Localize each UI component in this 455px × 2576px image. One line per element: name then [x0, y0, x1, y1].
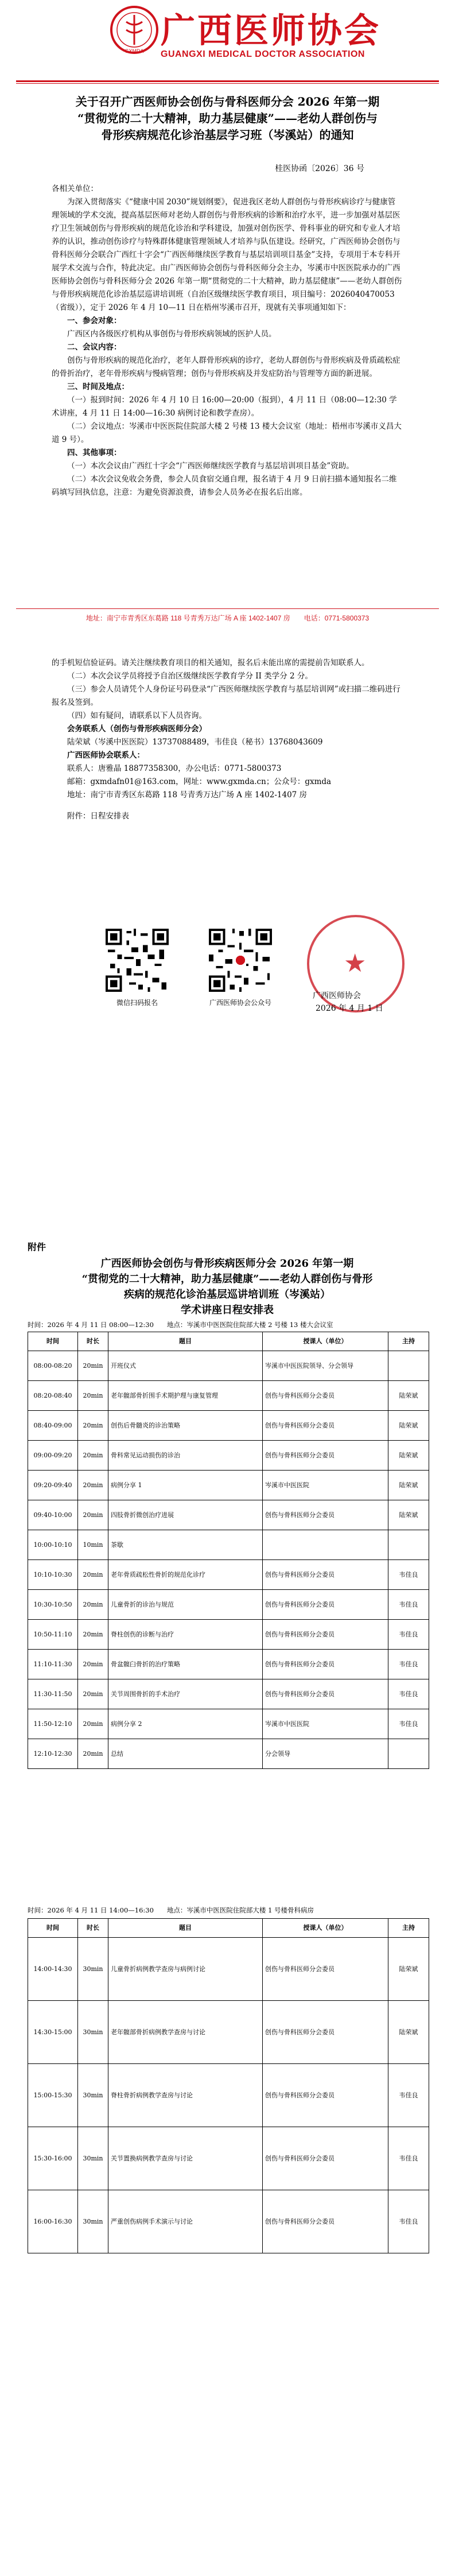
table-cell: 脊柱创伤的诊断与治疗: [108, 1620, 263, 1650]
table-cell: 20min: [78, 1650, 108, 1679]
qr-caption: 微信扫码报名: [116, 999, 158, 1007]
table-cell: 20min: [78, 1441, 108, 1471]
contact-line: 地址：南宁市青秀区东葛路 118 号青秀万达广场 A 座 1402-1407 房: [67, 790, 308, 800]
notice-body: [52, 183, 403, 499]
table-row: [28, 1530, 429, 1560]
table-cell: 韦佳良: [388, 2064, 429, 2127]
footer-rule: [16, 608, 439, 609]
table-cell: [388, 1739, 429, 1769]
table-cell: [263, 1530, 388, 1560]
header-rule-thin: [16, 83, 439, 84]
page-4: [0, 1888, 455, 2576]
column-header: 主持: [388, 1919, 429, 1938]
table-cell: 09:00-09:20: [28, 1441, 78, 1471]
contact-line: 邮箱：gxmdafn01@163.com，网址：www.gxmda.cn；公众号：gxmda: [67, 777, 332, 786]
letterhead: [0, 5, 455, 79]
table-row: [28, 1471, 429, 1500]
table-cell: 岑溪市中医医院: [263, 1471, 388, 1500]
table-cell: 儿童骨折病例教学查房与病例讨论: [108, 1938, 263, 2001]
table-cell: 陆荣斌: [388, 1471, 429, 1500]
table-cell: 20min: [78, 1500, 108, 1530]
table-row: [28, 2064, 429, 2127]
title-line-2: “贯彻党的二十大精神，助力基层健康”——老幼人群创伤与: [77, 111, 378, 125]
section-item: （一）报到时间：2026 年 4 月 10 日 16:00—20:00（报到），4 月 11 日（08:00—12:30 学术讲座，4 月 11 日 14:00—16:30 病例讨论和教学查房）。: [52, 395, 397, 418]
column-header: 题目: [108, 1919, 263, 1938]
attachment-title: 广西医师协会创伤与骨形疾病医师分会 2026 年第一期 “贯彻党的二十大精神，助力基层健康”——老幼人群创伤与骨形 疾病的规范化诊治基层巡讲培训班（岑溪站） 学术讲座日程安排表: [81, 1258, 373, 1316]
table-cell: 病例分享 2: [108, 1709, 263, 1739]
page-2-body: [52, 657, 403, 823]
table-cell: 20min: [78, 1411, 108, 1441]
table-cell: 创伤与骨科医师分会委员: [263, 1441, 388, 1471]
table-cell: 10:50-11:10: [28, 1620, 78, 1650]
table-cell: 20min: [78, 1590, 108, 1620]
page-1: [0, 0, 455, 631]
table-cell: 骨科常见运动损伤的诊治: [108, 1441, 263, 1471]
table-row: [28, 1938, 429, 2001]
table-cell: 茶歇: [108, 1530, 263, 1560]
column-header: 时间: [28, 1332, 78, 1351]
table-cell: 陆荣斌: [388, 2001, 429, 2064]
table-cell: 10min: [78, 1530, 108, 1560]
footer-address: 地址：南宁市青秀区东葛路 118 号青秀万达广场 A 座 1402-1407 房 电话：0771-5800373: [85, 614, 370, 622]
table-cell: 创伤与骨科医师分会委员: [263, 1500, 388, 1530]
table-cell: 韦佳良: [388, 1620, 429, 1650]
column-header: 授课人（单位）: [263, 1919, 388, 1938]
page-2: [0, 645, 455, 1208]
section-item: （二）本次会议免收会务费，参会人员食宿交通自理，报名请于 4 月 9 日前扫描本通知报名二维码填写回执信息，注意：为避免资源浪费，请参会人员务必在报名后出席。: [52, 475, 397, 497]
table-cell: 11:10-11:30: [28, 1650, 78, 1679]
table-cell: 20min: [78, 1739, 108, 1769]
table-cell: 16:00-16:30: [28, 2190, 78, 2253]
contacts-heading: 广西医师协会联系人：: [67, 751, 145, 760]
table-cell: 10:10-10:30: [28, 1560, 78, 1590]
section-heading: 四、其他事项：: [67, 448, 122, 457]
table-row: [28, 1411, 429, 1441]
morning-caption: 时间：2026 年 4 月 11 日 08:00—12:30 地点：岑溪市中医医院住院部大楼 2 号楼 13 楼大会议室: [28, 1321, 333, 1329]
table-cell: 20min: [78, 1351, 108, 1381]
column-header: 时长: [78, 1919, 108, 1938]
page-3: [0, 1228, 455, 1865]
table-cell: 创伤后骨髓炎的诊治策略: [108, 1411, 263, 1441]
table-cell: 老年髋部骨折围手术期护理与康复管理: [108, 1381, 263, 1411]
association-logo-icon: [109, 5, 160, 55]
table-cell: 创伤与骨科医师分会委员: [263, 1560, 388, 1590]
table-cell: 创伤与骨科医师分会委员: [263, 2127, 388, 2190]
table-row: [28, 1351, 429, 1381]
attachment-label: 附件: [28, 1242, 46, 1252]
table-cell: 韦佳良: [388, 1590, 429, 1620]
header-rule: [16, 80, 439, 82]
table-cell: 创伤与骨科医师分会委员: [263, 2001, 388, 2064]
title-line-3: 骨形疾病规范化诊治基层学习班（岑溪站）的通知: [101, 128, 354, 142]
table-cell: 陆荣斌: [388, 1411, 429, 1441]
table-cell: 11:50-12:10: [28, 1709, 78, 1739]
table-cell: 创伤与骨科医师分会委员: [263, 1411, 388, 1441]
table-cell: 韦佳良: [388, 1679, 429, 1709]
afternoon-caption: 时间：2026 年 4 月 11 日 14:00—16:30 地点：岑溪市中医医院住院部大楼 1 号楼骨科病房: [28, 1906, 314, 1914]
table-cell: 韦佳良: [388, 1709, 429, 1739]
table-cell: 20min: [78, 1381, 108, 1411]
signature-org: 广西医师协会: [313, 991, 361, 1000]
table-cell: 12:10-12:30: [28, 1739, 78, 1769]
section-item: 广西区内各级医疗机构从事创伤与骨形疾病领域的医护人员。: [67, 329, 277, 339]
table-cell: 骨盆髋臼骨折的治疗策略: [108, 1650, 263, 1679]
wechat-account-qr-icon[interactable]: [207, 926, 274, 994]
section-heading: 三、时间及地点：: [67, 382, 129, 391]
document-number: 桂医协函〔2026〕36 号: [275, 164, 364, 173]
table-cell: 病例分享 1: [108, 1471, 263, 1500]
column-header: 时长: [78, 1332, 108, 1351]
table-cell: 创伤与骨科医师分会委员: [263, 1590, 388, 1620]
table-cell: 创伤与骨科医师分会委员: [263, 2064, 388, 2127]
org-name: 广西医师协会: [161, 11, 381, 51]
table-cell: 20min: [78, 1679, 108, 1709]
svg-text:GXMDA: GXMDA: [125, 48, 144, 54]
table-cell: 20min: [78, 1560, 108, 1590]
table-cell: 韦佳良: [388, 1560, 429, 1590]
section-heading: 一、参会对象：: [67, 316, 122, 325]
table-cell: 陆荣斌: [388, 1938, 429, 2001]
morning-schedule-table: [28, 1332, 429, 1769]
table-cell: 创伤与骨科医师分会委员: [263, 1620, 388, 1650]
table-cell: 20min: [78, 1471, 108, 1500]
table-cell: 30min: [78, 2190, 108, 2253]
table-cell: 09:40-10:00: [28, 1500, 78, 1530]
notice-title: [23, 94, 432, 143]
signature-date: 2026 年 4 月 1 日: [316, 1004, 383, 1013]
column-header: 时间: [28, 1919, 78, 1938]
official-seal-icon: ★: [307, 915, 405, 1012]
section-item: （二）会议地点：岑溪市中医医院住院部大楼 2 号楼 13 楼大会议室（地址：梧州市岑溪市义昌大道 9 号）。: [52, 422, 402, 444]
table-cell: 08:20-08:40: [28, 1381, 78, 1411]
table-cell: 20min: [78, 1709, 108, 1739]
table-cell: 20min: [78, 1620, 108, 1650]
table-cell: [388, 1351, 429, 1381]
table-row: [28, 1441, 429, 1471]
table-cell: 开班仪式: [108, 1351, 263, 1381]
column-header: 主持: [388, 1332, 429, 1351]
table-header-row: [28, 1332, 429, 1351]
table-row: [28, 1620, 429, 1650]
qr-caption: 广西医师协会公众号: [209, 999, 271, 1007]
paragraph: （二）本次会议学员将授予自治区级继续医学教育学分 II 类学分 2 分。: [67, 672, 313, 681]
table-cell: 韦佳良: [388, 2190, 429, 2253]
table-row: [28, 1381, 429, 1411]
table-row: [28, 2190, 429, 2253]
table-row: [28, 1709, 429, 1739]
afternoon-schedule-table: [28, 1918, 429, 2253]
section-item: 创伤与骨形疾病的规范化治疗，老年人群骨形疾病的诊疗，老幼人群创伤与骨形疾病及骨质疏松症的骨折治疗，老年骨形疾病与慢病管理；创伤与骨形疾病及并发症防治与管理等方面的新进展。: [52, 356, 400, 378]
table-cell: 30min: [78, 1938, 108, 2001]
table-cell: 30min: [78, 2127, 108, 2190]
table-cell: 创伤与骨科医师分会委员: [263, 1938, 388, 2001]
table-cell: 岑溪市中医医院: [263, 1709, 388, 1739]
continued-paragraph: 的手机短信验证码。请关注继续教育项目的相关通知，报名后未能出席的需提前告知联系人。: [52, 658, 370, 668]
table-row: [28, 1590, 429, 1620]
title-line-1: 关于召开广西医师协会创伤与骨科医师分会 2026 年第一期: [75, 95, 380, 108]
table-cell: 创伤与骨科医师分会委员: [263, 2190, 388, 2253]
section-heading: 二、会议内容：: [67, 343, 122, 352]
table-cell: 14:30-15:00: [28, 2001, 78, 2064]
table-row: [28, 2001, 429, 2064]
section-item: （一）本次会议由广西红十字会“广西医师继续医学教育与基层培训项目基金”资助。: [67, 461, 354, 471]
column-header: 授课人（单位）: [263, 1332, 388, 1351]
table-cell: 15:30-16:00: [28, 2127, 78, 2190]
table-cell: [388, 1530, 429, 1560]
table-header-row: [28, 1919, 429, 1938]
intro-paragraph: 为深入贯彻落实《“健康中国 2030”规划纲要》，促进我区老幼人群创伤与骨形疾病诊疗与健康管理领域的学术交流，提高基层医师对老幼人群创伤与骨形疾病的诊断和治疗水平，进一步加强对基层医疗卫生领域创伤与骨形疾病的规范化诊治和学科建设，加强对创伤医学、骨科事业的研究和专业人才培养的认识，推动创伤诊疗与特殊群体健康管理领域人才培养与队伍建设。经研究，广西医师协会创伤与骨科医师分会联合广西红十字会“广西医师继续医学教育与基层培训项目基金”支持，专项用于本专科开展学术交流与合作，特此决定。由广西医师协会创伤与骨科医师分会主办，岑溪市中医医院承办的广西医师协会创伤与骨科医师分会 2026 年第一期“贯彻党的二十大精神，助力基层健康”——老幼人群创伤与骨形疾病规范化诊治基层巡讲培训班（自治区级继续医学教育项目，项目编号：2026040470053（省级）），定于 2026 年 4 月 10—11 日在梧州岑溪市召开，现就有关事项通知如下：: [52, 197, 402, 312]
table-row: [28, 1650, 429, 1679]
table-cell: 总结: [108, 1739, 263, 1769]
table-cell: 陆荣斌: [388, 1441, 429, 1471]
table-cell: 30min: [78, 2001, 108, 2064]
table-cell: 陆荣斌: [388, 1381, 429, 1411]
signup-qr-icon[interactable]: [103, 926, 171, 994]
table-cell: 创伤与骨科医师分会委员: [263, 1381, 388, 1411]
contacts-heading: 会务联系人（创伤与骨形疾病医师分会）: [67, 724, 207, 734]
table-cell: 15:00-15:30: [28, 2064, 78, 2127]
table-cell: 岑溪市中医医院领导、分会领导: [263, 1351, 388, 1381]
attachment-note: 附件：日程安排表: [67, 812, 129, 821]
table-row: [28, 1500, 429, 1530]
paragraph: （四）如有疑问，请联系以下人员咨询。: [67, 711, 207, 720]
table-cell: 关节周围骨折的手术治疗: [108, 1679, 263, 1709]
table-cell: 严重创伤病例手术演示与讨论: [108, 2190, 263, 2253]
table-row: [28, 1560, 429, 1590]
contact-line: 联系人：唐雅晶 18877358300，办公电话：0771-5800373: [67, 764, 282, 773]
table-cell: 08:40-09:00: [28, 1411, 78, 1441]
table-cell: 关节置换病例教学查房与讨论: [108, 2127, 263, 2190]
table-cell: 分会领导: [263, 1739, 388, 1769]
contact-line: 陆荣斌（岑溪中医医院）13737088489，韦佳良（秘书）13768043609: [67, 738, 323, 747]
table-cell: 陆荣斌: [388, 1500, 429, 1530]
table-cell: 四肢骨折微创治疗进展: [108, 1500, 263, 1530]
table-cell: 09:20-09:40: [28, 1471, 78, 1500]
table-cell: 10:00-10:10: [28, 1530, 78, 1560]
table-cell: 创伤与骨科医师分会委员: [263, 1650, 388, 1679]
table-cell: 韦佳良: [388, 1650, 429, 1679]
table-row: [28, 1739, 429, 1769]
table-row: [28, 2127, 429, 2190]
table-cell: 韦佳良: [388, 2127, 429, 2190]
table-cell: 30min: [78, 2064, 108, 2127]
table-cell: 脊柱骨折病例教学查房与讨论: [108, 2064, 263, 2127]
org-name-en: GUANGXI MEDICAL DOCTOR ASSOCIATION: [161, 49, 365, 59]
salutation: 各相关单位：: [52, 184, 98, 193]
table-cell: 08:00-08:20: [28, 1351, 78, 1381]
table-row: [28, 1679, 429, 1709]
paragraph: （三）参会人员请凭个人身份证号码登录“广西医师继续医学教育与基层培训网”或扫描二维码进行报名及签到。: [52, 685, 400, 707]
table-cell: 老年髋部骨折病例教学查房与讨论: [108, 2001, 263, 2064]
table-cell: 儿童骨折的诊治与规范: [108, 1590, 263, 1620]
table-cell: 10:30-10:50: [28, 1590, 78, 1620]
table-cell: 11:30-11:50: [28, 1679, 78, 1709]
table-cell: 14:00-14:30: [28, 1938, 78, 2001]
table-cell: 创伤与骨科医师分会委员: [263, 1679, 388, 1709]
column-header: 题目: [108, 1332, 263, 1351]
table-cell: 老年骨质疏松性骨折的规范化诊疗: [108, 1560, 263, 1590]
